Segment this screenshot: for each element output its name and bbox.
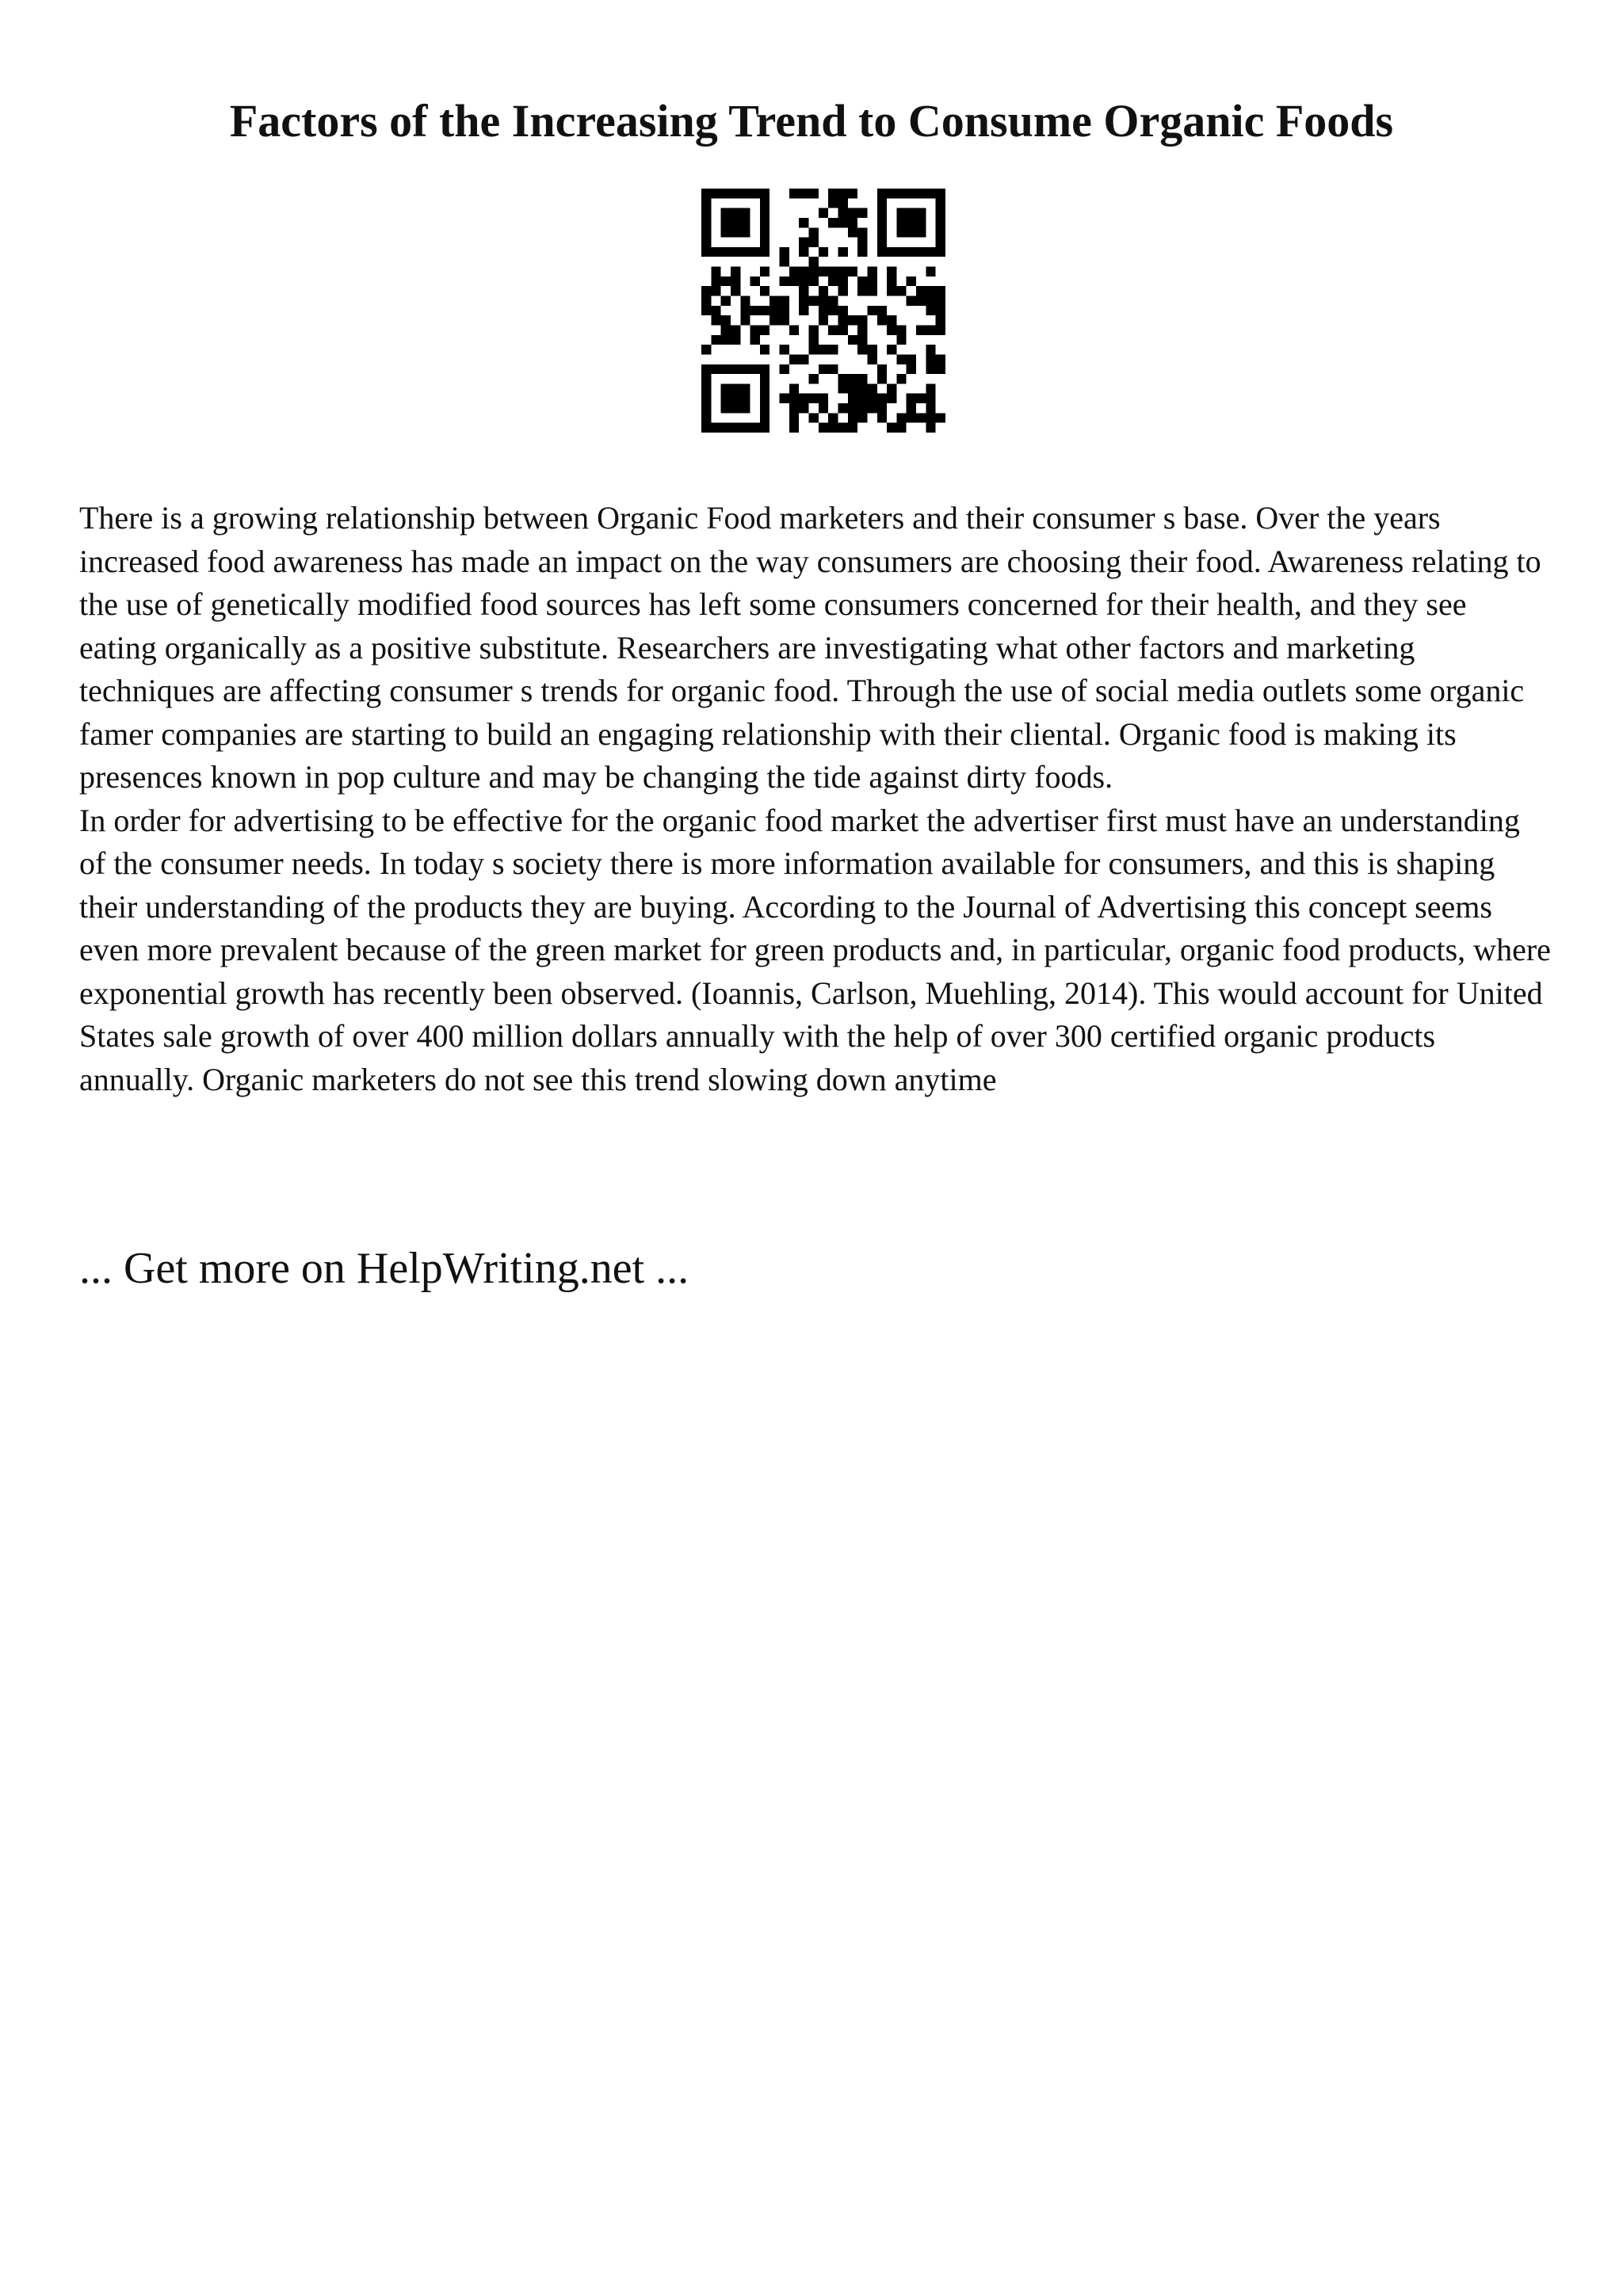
get-more-link[interactable]: ... Get more on HelpWriting.net ... [79, 1244, 689, 1293]
paragraph-1: There is a growing relationship between Organic Food marketers and their consumer s base. Over the years increased food awareness has made an impact on the way consumers are choosing their food. Awareness relating to the use of genetically modified food sources has left some consumers concerned for their health, and they see eating organically as a positive substitute. Researchers are investigating what other factors and marketing techniques are affecting consumer s trends for organic food. Through the use of social media outlets some organic famer companies are starting to build an engaging relationship with their cliental. Organic food is making its presences known in pop culture and may be changing the tide against dirty foods. [79, 500, 1541, 795]
qr-code [701, 189, 945, 433]
document-title: Factors of the Increasing Trend to Consume Organic Foods [229, 95, 1394, 147]
body-text [79, 497, 1552, 1101]
paragraph-2: In order for advertising to be effective for the organic food market the advertiser first must have an understanding of the consumer needs. In today s society there is more information available for consumers, and this is shaping their understanding of the products they are buying. According to the Journal of Advertising this concept seems even more prevalent because of the green market for green products and, in particular, organic food products, where exponential growth has recently been observed. (Ioannis, Carlson, Muehling, 2014). This would account for United States sale growth of over 400 million dollars annually with the help of over 300 certified organic products annually. Organic marketers do not see this trend slowing down anytime [79, 802, 1551, 1097]
qr-code-icon [701, 189, 945, 433]
